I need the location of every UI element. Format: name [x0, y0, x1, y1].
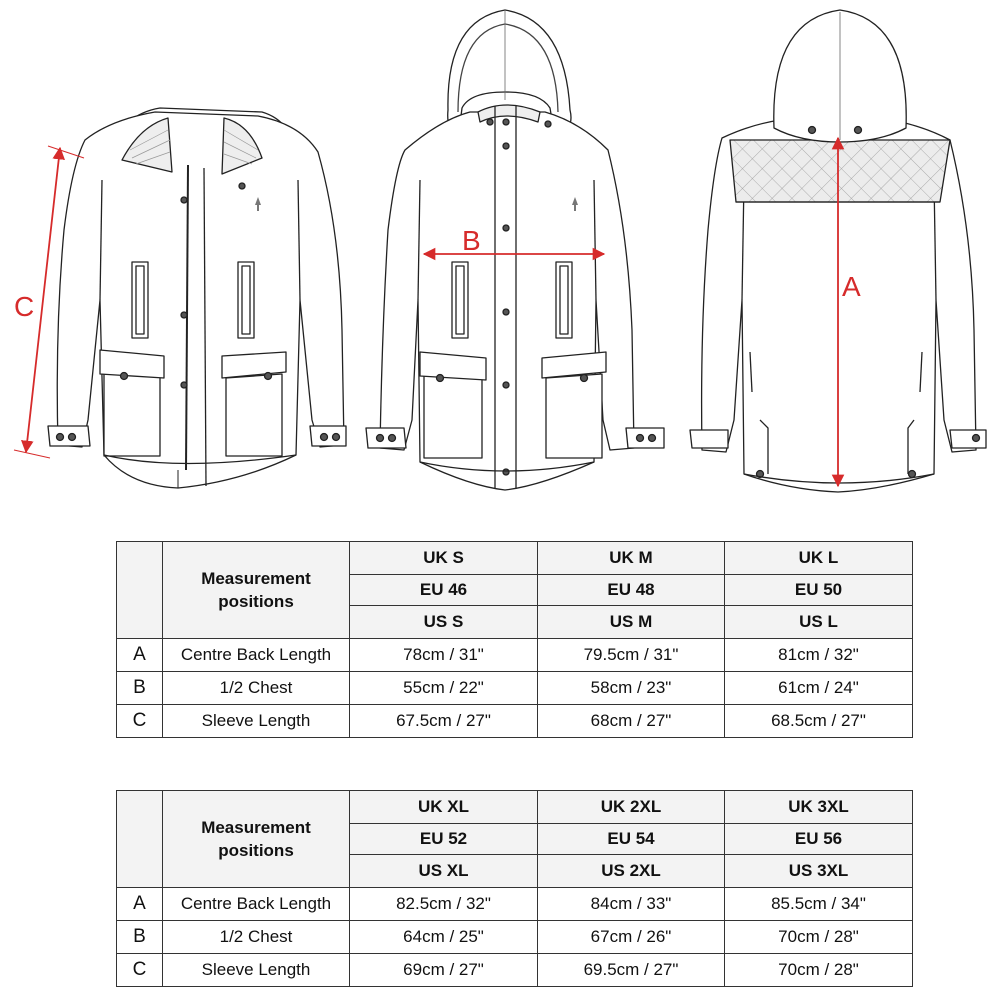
row-letter: A	[117, 639, 163, 672]
table-row	[117, 639, 913, 672]
eu-size-header: EU 54	[538, 824, 725, 855]
header-blank-cell	[117, 542, 163, 639]
marker-c: C	[14, 291, 35, 322]
marker-b: B	[462, 225, 481, 256]
uk-size-header: UK L	[725, 542, 913, 575]
row-letter: C	[117, 705, 163, 738]
row-letter: B	[117, 672, 163, 705]
marker-a: A	[842, 271, 861, 302]
row-label: Centre Back Length	[163, 639, 350, 672]
us-size-header: US S	[350, 606, 538, 639]
measurement-value: 69cm / 27"	[350, 954, 538, 987]
jacket-front-open	[48, 108, 346, 488]
uk-size-header: UK 2XL	[538, 791, 725, 824]
measurement-value: 61cm / 24"	[725, 672, 913, 705]
measurement-value: 70cm / 28"	[725, 954, 913, 987]
us-size-header: US L	[725, 606, 913, 639]
measurement-value: 64cm / 25"	[350, 921, 538, 954]
eu-size-header: EU 48	[538, 575, 725, 606]
uk-size-header: UK S	[350, 542, 538, 575]
us-size-header: US 2XL	[538, 855, 725, 888]
header-blank-cell	[117, 791, 163, 888]
measurement-value: 79.5cm / 31"	[538, 639, 725, 672]
row-label: Sleeve Length	[163, 705, 350, 738]
measurement-positions-header: Measurement positions	[163, 791, 350, 888]
table-row	[117, 888, 913, 921]
measurement-value: 68.5cm / 27"	[725, 705, 913, 738]
eu-size-header: EU 56	[725, 824, 913, 855]
row-label: 1/2 Chest	[163, 672, 350, 705]
measurement-value: 84cm / 33"	[538, 888, 725, 921]
row-letter: A	[117, 888, 163, 921]
measurement-value: 69.5cm / 27"	[538, 954, 725, 987]
us-size-header: US M	[538, 606, 725, 639]
size-table-large	[116, 790, 913, 987]
row-letter: C	[117, 954, 163, 987]
us-size-header: US 3XL	[725, 855, 913, 888]
jacket-front-hood	[366, 10, 664, 490]
measurement-value: 70cm / 28"	[725, 921, 913, 954]
uk-size-header: UK XL	[350, 791, 538, 824]
eu-size-header: EU 52	[350, 824, 538, 855]
measurement-value: 78cm / 31"	[350, 639, 538, 672]
measurement-value: 67.5cm / 27"	[350, 705, 538, 738]
size-table-small	[116, 541, 913, 738]
uk-size-header: UK M	[538, 542, 725, 575]
measurement-value: 82.5cm / 32"	[350, 888, 538, 921]
table-row	[117, 954, 913, 987]
eu-size-header: EU 46	[350, 575, 538, 606]
row-label: Sleeve Length	[163, 954, 350, 987]
measurement-value: 68cm / 27"	[538, 705, 725, 738]
measurement-value: 58cm / 23"	[538, 672, 725, 705]
us-size-header: US XL	[350, 855, 538, 888]
row-label: Centre Back Length	[163, 888, 350, 921]
uk-size-header: UK 3XL	[725, 791, 913, 824]
measurement-value: 81cm / 32"	[725, 639, 913, 672]
row-label: 1/2 Chest	[163, 921, 350, 954]
measurement-value: 85.5cm / 34"	[725, 888, 913, 921]
measurement-positions-header: Measurement positions	[163, 542, 350, 639]
measurement-value: 67cm / 26"	[538, 921, 725, 954]
table-row	[117, 921, 913, 954]
table-row	[117, 672, 913, 705]
table-row	[117, 705, 913, 738]
measurement-value: 55cm / 22"	[350, 672, 538, 705]
row-letter: B	[117, 921, 163, 954]
eu-size-header: EU 50	[725, 575, 913, 606]
